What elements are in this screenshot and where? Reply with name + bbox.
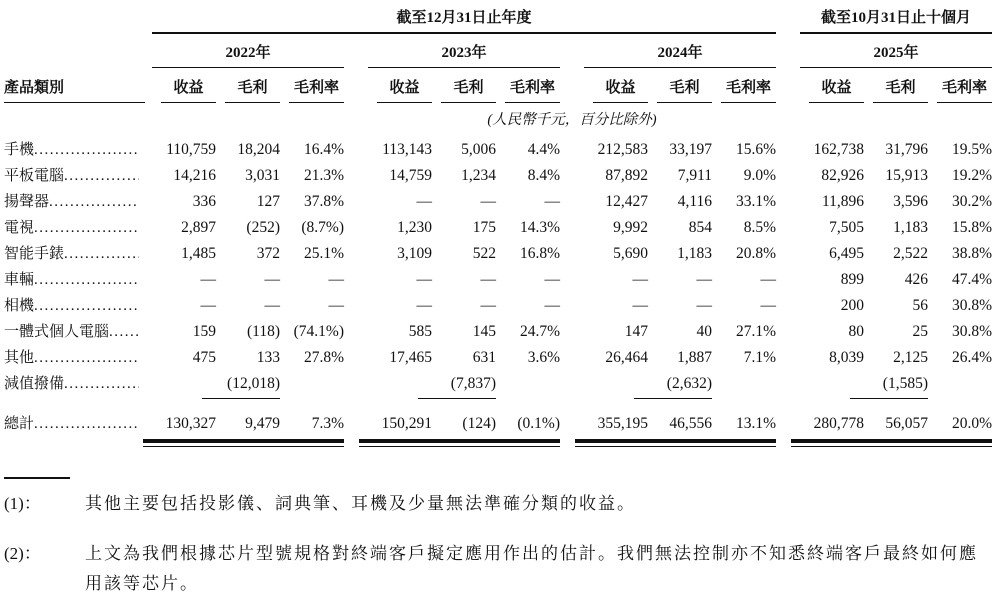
cell-value: —	[200, 297, 216, 314]
cell-value: 7,505	[829, 219, 864, 236]
total-cell-value: 280,778	[800, 411, 864, 447]
table-row	[4, 189, 996, 215]
footnote-1-marker: (1)：	[4, 493, 41, 513]
cell-value: (7,837)	[432, 371, 496, 399]
cell-value: —	[264, 271, 280, 288]
metric-header-group	[152, 76, 344, 103]
row-label-text: 相機	[4, 298, 35, 314]
total-row	[4, 411, 996, 447]
cell-value: 162,738	[813, 141, 864, 158]
metric-header-label: 毛利	[225, 76, 280, 103]
cell-value: 3,596	[893, 193, 928, 210]
cell-value: 8.4%	[527, 167, 560, 184]
row-label	[4, 294, 145, 319]
cell-value: 336	[192, 193, 216, 210]
metric-header-label: 毛利率	[289, 76, 344, 103]
row-label-text: 揚聲器	[4, 194, 50, 210]
footnote-divider	[4, 477, 70, 479]
year-header: 2023年	[368, 41, 560, 68]
table-row	[4, 137, 996, 163]
cell-value: 7,911	[677, 167, 712, 184]
row-header-product-category: 產品類別	[4, 76, 145, 103]
total-cell-value: 56,057	[864, 411, 928, 447]
total-label: 總計	[4, 416, 35, 432]
cell-value: —	[544, 271, 560, 288]
cell-value: 899	[840, 271, 864, 288]
dot-leader	[34, 216, 139, 241]
cell-value: 426	[904, 271, 928, 288]
cell-value: —	[200, 271, 216, 288]
cell-value: 25	[912, 323, 928, 340]
cell-value: 110,759	[166, 141, 216, 158]
cell-value: 1,485	[181, 245, 216, 262]
cell-value: —	[480, 193, 496, 210]
total-cell-value: 7.3%	[280, 411, 344, 447]
metric-header-label: 毛利	[657, 76, 712, 103]
cell-value: 80	[848, 323, 864, 340]
metric-header-label: 毛利率	[937, 76, 992, 103]
row-label	[4, 164, 145, 189]
footnote-2	[4, 539, 996, 599]
cell-value: 147	[624, 323, 648, 340]
cell-value: 30.8%	[951, 323, 992, 340]
year-header: 2022年	[152, 41, 344, 68]
metric-header	[432, 76, 496, 103]
total-cell-value: 355,195	[584, 411, 648, 447]
period-header-row	[4, 6, 996, 34]
row-label	[4, 346, 145, 371]
financial-table	[4, 6, 996, 447]
dot-leader	[64, 164, 139, 189]
row-label-text: 車輛	[4, 272, 35, 288]
cell-value: (8.7%)	[301, 219, 344, 236]
cell-value: 37.8%	[303, 193, 344, 210]
cell-value: 18,204	[237, 141, 280, 158]
metric-header	[648, 76, 712, 103]
metric-header-label: 收益	[377, 76, 432, 103]
year-header: 2024年	[584, 41, 776, 68]
table-row	[4, 267, 996, 293]
cell-value: 20.8%	[735, 245, 776, 262]
total-cell-value: 13.1%	[712, 411, 776, 447]
cell-value: 87,892	[605, 167, 648, 184]
table-row	[4, 293, 996, 319]
metric-header	[800, 76, 864, 103]
metric-header-label: 毛利	[873, 76, 928, 103]
cell-value: —	[264, 297, 280, 314]
cell-value: 26.4%	[951, 349, 992, 366]
row-label-text: 一體式個人電腦	[4, 324, 110, 340]
cell-value: 16.4%	[303, 141, 344, 158]
cell-value: 854	[688, 219, 712, 236]
cell-value: 33.1%	[735, 193, 776, 210]
dot-leader	[34, 294, 139, 319]
cell-value: 30.2%	[951, 193, 992, 210]
table-row	[4, 345, 996, 371]
row-label	[4, 138, 145, 163]
cell-value: 9,992	[613, 219, 648, 236]
cell-value: 212,583	[597, 141, 648, 158]
table-row	[4, 319, 996, 345]
cell-value: 200	[840, 297, 864, 314]
cell-value: 3,109	[397, 245, 432, 262]
cell-value: 3,031	[245, 167, 280, 184]
footnote-2-marker: (2)：	[4, 543, 41, 563]
metric-header-row	[4, 76, 996, 103]
row-label-text: 平板電腦	[4, 168, 65, 184]
period-header-annual: 截至12月31日止年度	[152, 6, 776, 34]
dot-leader	[49, 190, 139, 215]
dot-leader	[34, 138, 139, 163]
metric-header	[216, 76, 280, 103]
cell-value: 11,896	[821, 193, 864, 210]
cell-value: 15,913	[885, 167, 928, 184]
cell-value: 24.7%	[519, 323, 560, 340]
cell-value: 133	[256, 349, 280, 366]
cell-value: —	[760, 297, 776, 314]
cell-value: (1,585)	[864, 371, 928, 399]
row-label	[4, 242, 145, 267]
row-label	[4, 412, 145, 437]
table-row	[4, 371, 996, 399]
table-row	[4, 215, 996, 241]
cell-value: 1,887	[677, 349, 712, 366]
cell-value: 56	[912, 297, 928, 314]
cell-value: 585	[408, 323, 432, 340]
dot-leader	[34, 346, 139, 371]
cell-value: 21.3%	[303, 167, 344, 184]
table-body	[4, 137, 996, 399]
cell-value: 4,116	[677, 193, 712, 210]
cell-value: 9.0%	[743, 167, 776, 184]
cell-value: —	[760, 271, 776, 288]
metric-header-group	[368, 76, 560, 103]
cell-value: 1,230	[397, 219, 432, 236]
cell-value: 47.4%	[951, 271, 992, 288]
cell-value: —	[480, 297, 496, 314]
cell-value: 631	[472, 349, 496, 366]
metric-header	[368, 76, 432, 103]
cell-value: 14,759	[389, 167, 432, 184]
cell-value: 15.8%	[951, 219, 992, 236]
metric-header-label: 收益	[809, 76, 864, 103]
total-cell-value: 46,556	[648, 411, 712, 447]
cell-value: —	[328, 297, 344, 314]
cell-value: (74.1%)	[293, 323, 344, 340]
total-cell-value: 20.0%	[928, 411, 992, 447]
cell-value: 8,039	[829, 349, 864, 366]
metric-header	[712, 76, 776, 103]
cell-value: —	[696, 271, 712, 288]
total-cell-value: (124)	[432, 411, 496, 447]
row-label-text: 其他	[4, 350, 35, 366]
cell-value: —	[328, 271, 344, 288]
cell-value: 26,464	[605, 349, 648, 366]
metric-header-label: 毛利	[441, 76, 496, 103]
cell-value: 6,495	[829, 245, 864, 262]
period-header-ten-months: 截至10月31日止十個月	[800, 6, 992, 34]
units-note-row	[4, 108, 996, 129]
cell-value: —	[544, 193, 560, 210]
cell-value: 19.5%	[951, 141, 992, 158]
metric-header	[496, 76, 560, 103]
cell-value: —	[416, 193, 432, 210]
row-label	[4, 268, 145, 293]
metric-header-group	[584, 76, 776, 103]
cell-value: —	[632, 297, 648, 314]
cell-value: —	[416, 271, 432, 288]
cell-value: 16.8%	[519, 245, 560, 262]
row-label-text: 減值撥備	[4, 376, 65, 392]
metric-header	[928, 76, 992, 103]
cell-value: 12,427	[605, 193, 648, 210]
row-label	[4, 320, 145, 345]
year-header: 2025年	[800, 41, 992, 68]
dot-leader	[34, 412, 139, 437]
cell-value: 1,183	[677, 245, 712, 262]
cell-value: 8.5%	[743, 219, 776, 236]
dot-leader	[109, 320, 139, 345]
cell-value: 113,143	[382, 141, 432, 158]
dot-leader	[64, 372, 139, 397]
cell-value: 19.2%	[951, 167, 992, 184]
metric-header-group	[800, 76, 992, 103]
dot-leader	[64, 242, 139, 267]
cell-value: 33,197	[669, 141, 712, 158]
cell-value: (2,632)	[648, 371, 712, 399]
cell-value: —	[480, 271, 496, 288]
row-label-text: 手機	[4, 142, 35, 158]
cell-value: 30.8%	[951, 297, 992, 314]
row-label	[4, 372, 145, 397]
metric-header	[584, 76, 648, 103]
cell-value: 175	[472, 219, 496, 236]
metric-header-label: 收益	[161, 76, 216, 103]
total-cell-value: (0.1%)	[496, 411, 560, 447]
total-cell-value: 130,327	[152, 411, 216, 447]
cell-value: 17,465	[389, 349, 432, 366]
table-row	[4, 163, 996, 189]
table-row	[4, 241, 996, 267]
cell-value: 40	[696, 323, 712, 340]
row-label-text: 智能手錶	[4, 246, 65, 262]
cell-value: 2,522	[893, 245, 928, 262]
metric-header	[280, 76, 344, 103]
cell-value: 5,690	[613, 245, 648, 262]
footnote-1-text: 其他主要包括投影儀、詞典筆、耳機及少量無法準確分類的收益。	[85, 493, 636, 513]
cell-value: (12,018)	[216, 371, 280, 399]
dot-leader	[34, 268, 139, 293]
cell-value: 82,926	[821, 167, 864, 184]
row-label	[4, 190, 145, 215]
cell-value: 31,796	[885, 141, 928, 158]
cell-value: (118)	[247, 323, 280, 340]
cell-value: 1,234	[461, 167, 496, 184]
cell-value: 2,897	[181, 219, 216, 236]
cell-value: 1,183	[893, 219, 928, 236]
cell-value: 4.4%	[527, 141, 560, 158]
metric-header-label: 毛利率	[721, 76, 776, 103]
cell-value: 372	[256, 245, 280, 262]
cell-value: 5,006	[461, 141, 496, 158]
cell-value: —	[544, 297, 560, 314]
footnote-2-text: 上文為我們根據芯片型號規格對終端客戶擬定應用作出的估計。我們無法控制亦不知悉終端客戶最終如何應用該等芯片。	[85, 543, 978, 593]
year-header-row	[4, 41, 996, 68]
cell-value: 15.6%	[735, 141, 776, 158]
cell-value: (252)	[246, 219, 280, 236]
cell-value: 25.1%	[303, 245, 344, 262]
cell-value: 159	[192, 323, 216, 340]
total-cell-value: 9,479	[216, 411, 280, 447]
row-label	[4, 216, 145, 241]
metric-header	[864, 76, 928, 103]
cell-value: 145	[472, 323, 496, 340]
total-cell-value: 150,291	[368, 411, 432, 447]
cell-value: 38.8%	[951, 245, 992, 262]
cell-value: 7.1%	[743, 349, 776, 366]
metric-header-label: 毛利率	[505, 76, 560, 103]
metric-header	[152, 76, 216, 103]
cell-value: 522	[472, 245, 496, 262]
cell-value: 3.6%	[527, 349, 560, 366]
cell-value: 27.8%	[303, 349, 344, 366]
cell-value: 2,125	[893, 349, 928, 366]
row-label-text: 電視	[4, 220, 35, 236]
cell-value: 127	[256, 193, 280, 210]
cell-value: 27.1%	[735, 323, 776, 340]
cell-value: —	[696, 297, 712, 314]
footnote-1	[4, 489, 996, 519]
cell-value: —	[632, 271, 648, 288]
cell-value: 14.3%	[519, 219, 560, 236]
units-note: (人民幣千元，百分比除外)	[487, 112, 657, 128]
cell-value: —	[416, 297, 432, 314]
cell-value: 14,216	[173, 167, 216, 184]
metric-header-label: 收益	[593, 76, 648, 103]
cell-value: 475	[192, 349, 216, 366]
